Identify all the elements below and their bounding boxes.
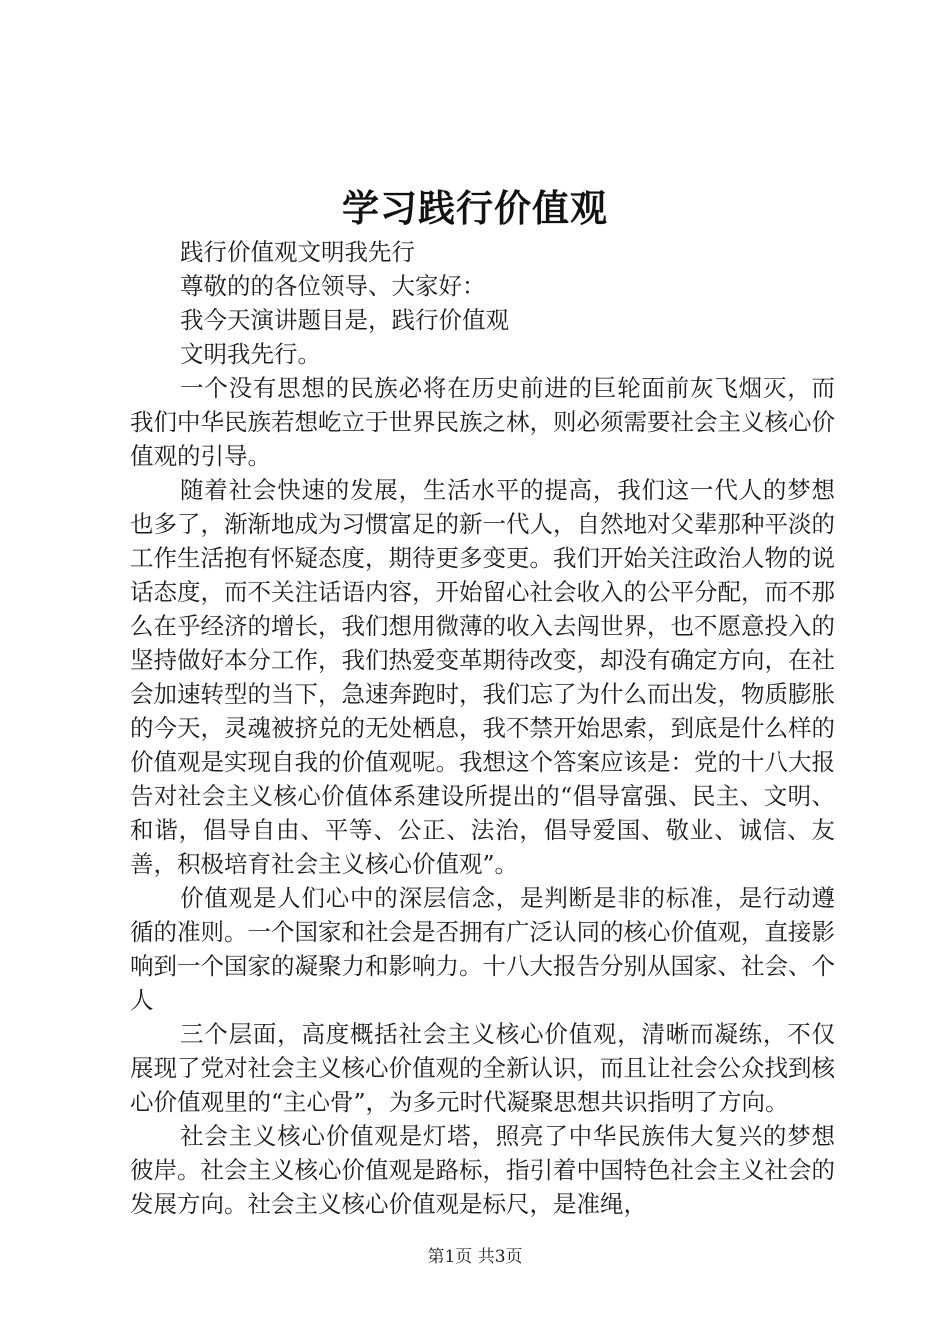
paragraph: 尊敬的的各位领导、大家好： bbox=[180, 272, 486, 300]
paragraph: 三个层面，高度概括社会主义核心价值观，清晰而凝练，不仅展现了党对社会主义核心价值观的全新认识，而且让社会公众找到核心价值观里的“主心骨”，为多元时代凝聚思想共识指明了方向。 bbox=[130, 1020, 835, 1116]
paragraph: 随着社会快速的发展，生活水平的提高，我们这一代人的梦想也多了，渐渐地成为习惯富足的新一代人，自然地对父辈那种平淡的工作生活抱有怀疑态度，期待更多变更。我们开始关注政治人物的说话态度，而不关注话语内容，开始留心社会收入的公平分配，而不那么在乎经济的增长，我们想用微薄的收入去闯世界，也不愿意投入的坚持做好本分工作，我们热爱变革期待改变，却没有确定方向，在社会加速转型的当下，急速奔跑时，我们忘了为什么而出发，物质膨胀的今天，灵魂被挤兑的无处栖息，我不禁开始思索，到底是什么样的价值观是实现自我的价值观呢。我想这个答案应该是：党的十八大报告对社会主义核心价值体系建设所提出的“倡导富强、民主、文明、和谐，倡导自由、平等、公正、法治，倡导爱国、敬业、诚信、友善，积极培育社会主义核心价值观”。 bbox=[130, 476, 835, 878]
paragraph: 我今天演讲题目是，践行价值观 bbox=[180, 306, 509, 334]
paragraph: 践行价值观文明我先行 bbox=[180, 238, 415, 266]
paragraph: 社会主义核心价值观是灯塔，照亮了中华民族伟大复兴的梦想彼岸。社会主义核心价值观是路标，指引着中国特色社会主义社会的发展方向。社会主义核心价值观是标尺，是准绳， bbox=[130, 1122, 835, 1218]
paragraph: 文明我先行。 bbox=[180, 340, 321, 368]
paragraph: 价值观是人们心中的深层信念，是判断是非的标准，是行动遵循的准则。一个国家和社会是否拥有广泛认同的核心价值观，直接影响到一个国家的凝聚力和影响力。十八大报告分别从国家、社会、个人 bbox=[130, 884, 835, 1014]
document-body bbox=[130, 235, 835, 1221]
paragraph: 一个没有思想的民族必将在历史前进的巨轮面前灰飞烟灭，而我们中华民族若想屹立于世界民族之林，则必须需要社会主义核心价值观的引导。 bbox=[130, 374, 835, 470]
page-footer: 第1页 共3页 bbox=[427, 1247, 523, 1267]
document-title: 学习践行价值观 bbox=[342, 186, 608, 230]
